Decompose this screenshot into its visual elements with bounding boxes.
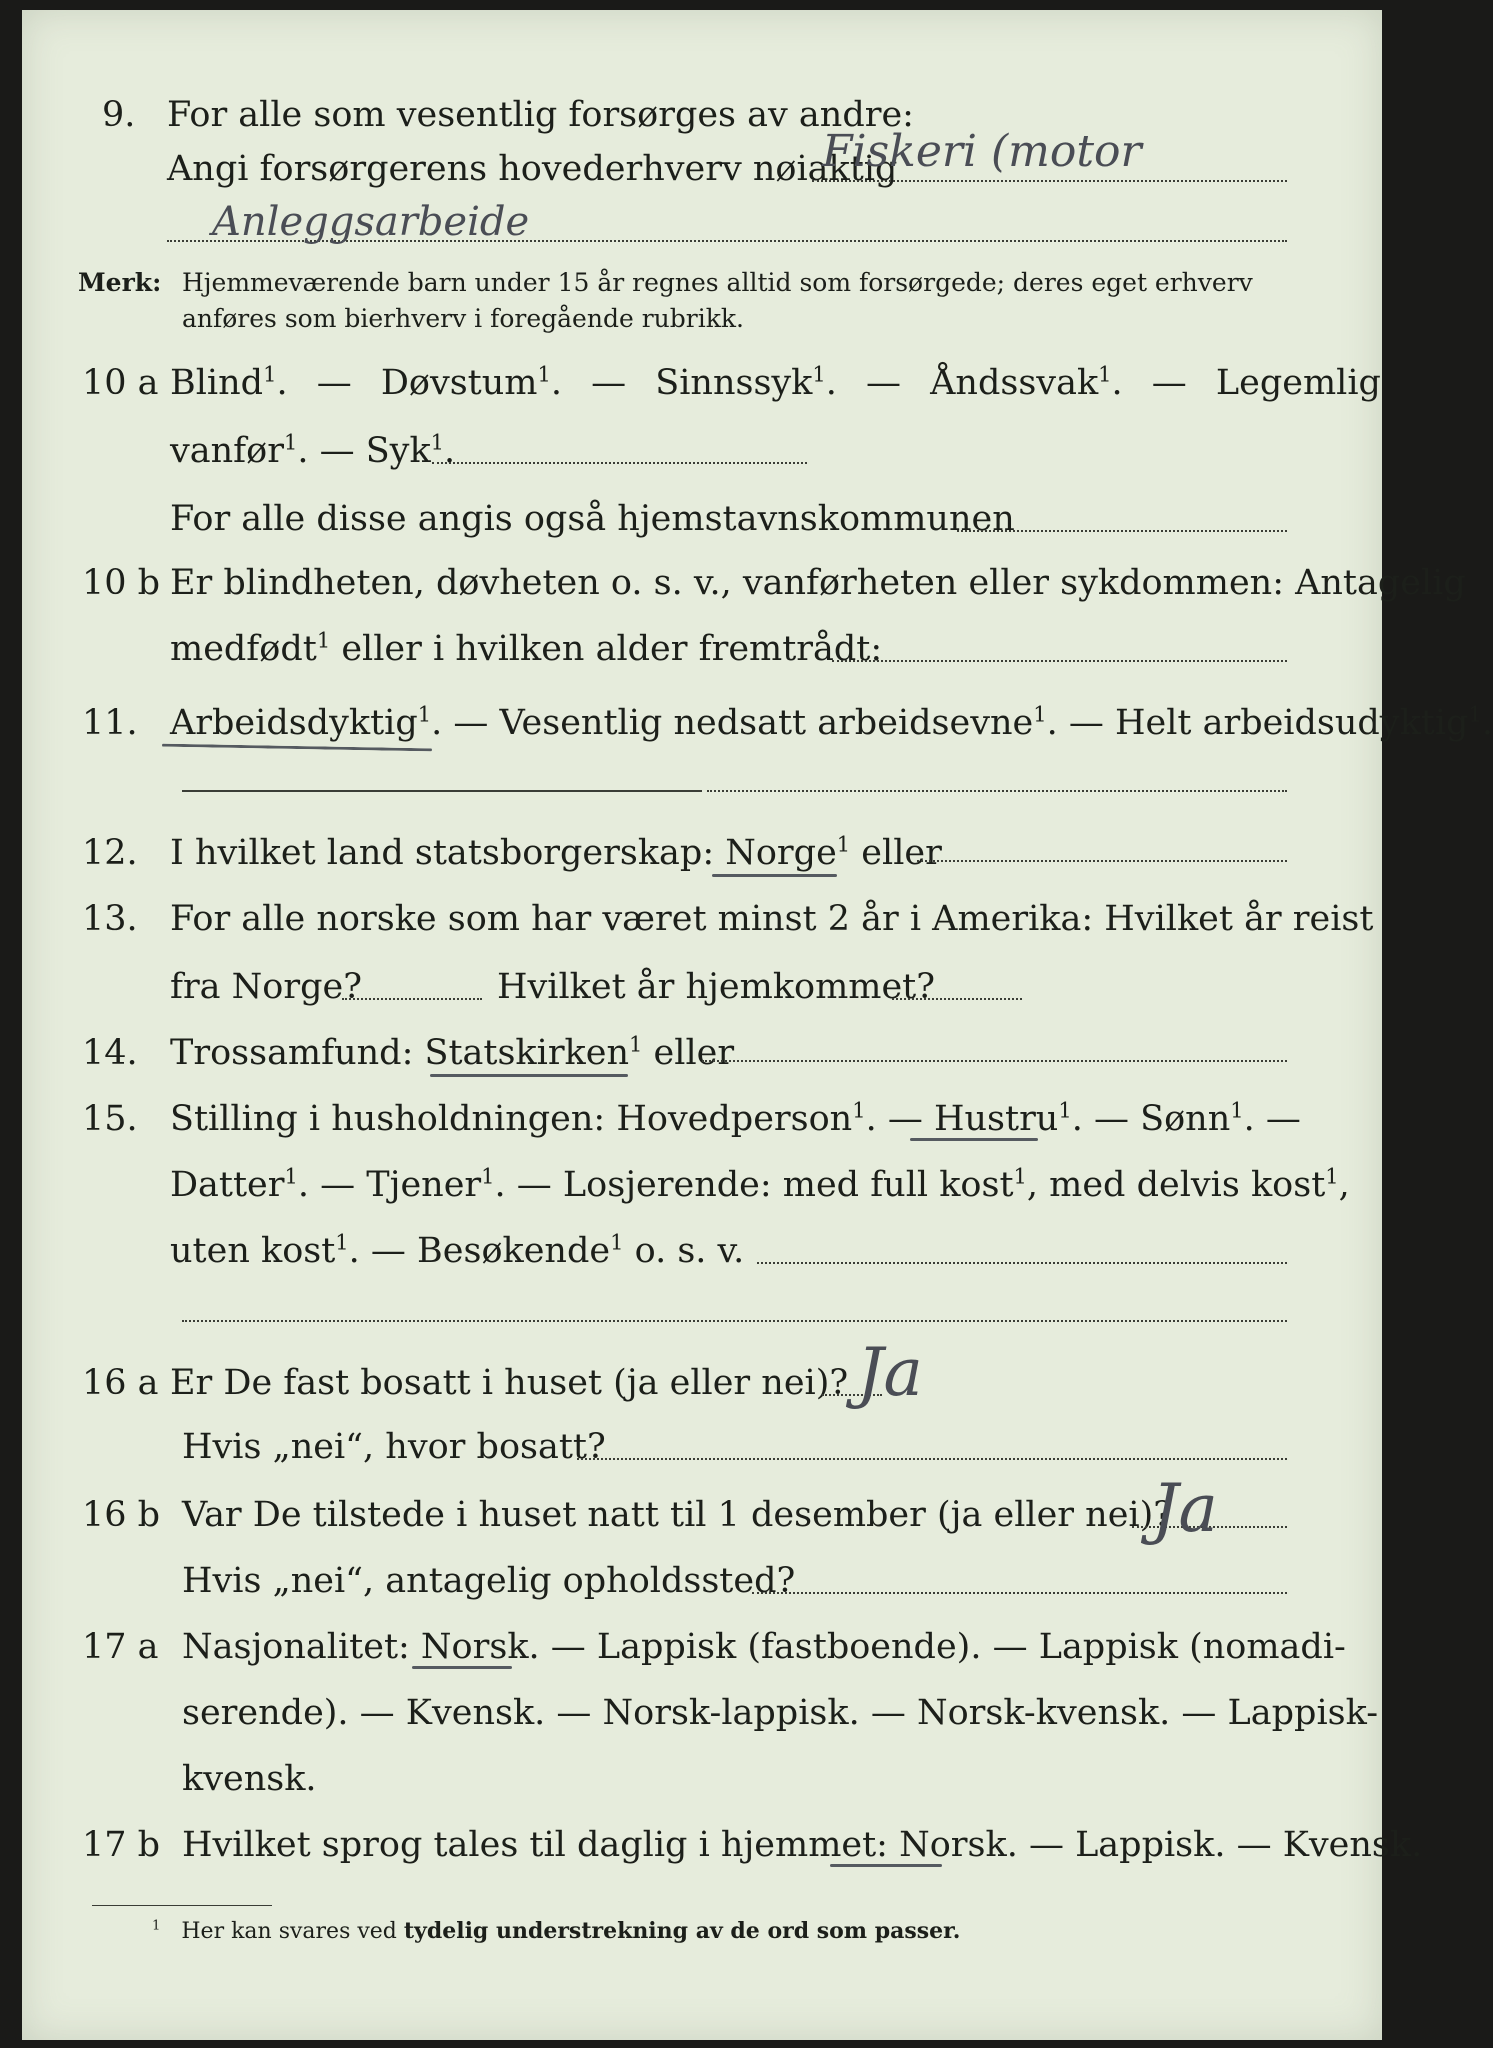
q16a-line1: Er De fast bosatt i huset (ja eller nei)?	[170, 1363, 849, 1403]
q16b-line1: Var De tilstede i huset natt til 1 desember (ja eller nei)?	[182, 1495, 1173, 1535]
q9-handwritten-answer1: Fiskeri (motor	[822, 126, 1142, 177]
q11-number: 11.	[82, 703, 138, 743]
q15-number: 15.	[82, 1099, 138, 1139]
q10b-line2: medfødt$^1$ eller i hvilken alder fremtrådt:	[170, 628, 883, 669]
q13-reist-line	[342, 998, 482, 1000]
q17a-line1: Nasjonalitet: Norsk. — Lappisk (fastboende). — Lappisk (nomadi-	[182, 1627, 1346, 1667]
q10a-syk-line	[432, 462, 807, 464]
q13-line2b: Hvilket år hjemkommet?	[497, 967, 936, 1007]
q16a-number: 16 a	[82, 1363, 159, 1403]
q15-line	[757, 1262, 1287, 1264]
q12-line	[917, 860, 1287, 862]
q16b-number: 16 b	[82, 1495, 161, 1535]
merk-line1: Hjemmeværende barn under 15 år regnes alltid som forsørgede; deres eget erhverv	[182, 268, 1253, 297]
q9-handwritten-answer2: Anleggsarbeide	[212, 199, 530, 245]
q10a-line1: Blind$^1$. — Døvstum$^1$. — Sinnssyk$^1$. — Åndssvak$^1$. — Legemlig	[170, 362, 1381, 403]
q11-underline-mark	[162, 744, 432, 752]
q17a-line2: serende). — Kvensk. — Norsk-lappisk. — Norsk-kvensk. — Lappisk-	[182, 1693, 1379, 1733]
q14-underline-mark	[430, 1074, 628, 1077]
q13-line2a: fra Norge?	[170, 967, 362, 1007]
q15-rule	[182, 1320, 1287, 1322]
q11-text: Arbeidsdyktig$^1$. — Vesentlig nedsatt arbeidsevne$^1$. — Helt arbeidsudyktig$^1$.	[170, 702, 1493, 743]
q17a-number: 17 a	[82, 1627, 159, 1667]
q17b-underline-mark	[830, 1864, 942, 1867]
q14-number: 14.	[82, 1033, 138, 1073]
q13-number: 13.	[82, 899, 138, 939]
q13-hjemkommet-line	[892, 998, 1022, 1000]
q10a-line2: vanfør$^1$. — Syk$^1$.	[170, 430, 456, 471]
merk-line2: anføres som bierhverv i foregående rubrikk.	[182, 304, 744, 333]
q10a-number: 10 a	[82, 363, 159, 403]
q11-rule-right	[707, 790, 1287, 792]
census-form-page	[22, 10, 1493, 2040]
q11-rule-left	[182, 790, 702, 792]
q10b-number: 10 b	[82, 563, 161, 603]
q16b-handwritten-answer: Ja	[1152, 1470, 1218, 1547]
footnote-rule	[92, 1905, 272, 1906]
merk-label: Merk:	[78, 268, 162, 297]
q12-underline-mark	[712, 874, 837, 877]
footnote: $^1$ Her kan svares ved tydelig understrekning av de ord som passer.	[152, 1918, 961, 1944]
q15-underline-mark	[910, 1138, 1038, 1141]
q13-line1: For alle norske som har været minst 2 år i Amerika: Hvilket år reist	[170, 899, 1374, 939]
q14-text: Trossamfund: Statskirken$^1$ eller	[170, 1032, 735, 1073]
q10a-hjemstavn-line	[957, 530, 1287, 532]
q9-line1: For alle som vesentlig forsørges av andre:	[167, 95, 914, 135]
q9-answer-line	[812, 180, 1287, 182]
q17b-text: Hvilket sprog tales til daglig i hjemmet: Norsk. — Lappisk. — Kvensk.	[182, 1825, 1423, 1865]
q9-line2: Angi forsørgerens hovederhverv nøiaktig	[167, 149, 898, 189]
q15-line3: uten kost$^1$. — Besøkende$^1$ o. s. v.	[170, 1230, 745, 1271]
q16b-opholdssted-line	[752, 1592, 1287, 1594]
q15-line2: Datter$^1$. — Tjener$^1$. — Losjerende: med full kost$^1$, med delvis kost$^1$,	[170, 1164, 1350, 1205]
q16b-line2: Hvis „nei“, antagelig opholdssted?	[182, 1561, 796, 1601]
q17b-number: 17 b	[82, 1825, 161, 1865]
q16a-handwritten-answer: Ja	[857, 1334, 923, 1411]
q12-number: 12.	[82, 833, 138, 873]
q16a-line2: Hvis „nei“, hvor bosatt?	[182, 1427, 606, 1467]
q10b-line1: Er blindheten, døvheten o. s. v., vanførheten eller sykdommen: Antagelig	[170, 563, 1466, 603]
q12-text: I hvilket land statsborgerskap: Norge$^1$ eller	[170, 832, 942, 873]
q17a-line3: kvensk.	[182, 1759, 317, 1799]
q16a-bosatt-line	[577, 1458, 1287, 1460]
q9-number: 9.	[102, 95, 136, 135]
q15-line1: Stilling i husholdningen: Hovedperson$^1$. — Hustru$^1$. — Sønn$^1$. —	[170, 1098, 1301, 1139]
q17a-underline-mark	[412, 1666, 512, 1669]
q14-line	[702, 1060, 1287, 1062]
q10a-line3: For alle disse angis også hjemstavnskommunen	[170, 499, 1015, 539]
q10b-line	[832, 660, 1287, 662]
